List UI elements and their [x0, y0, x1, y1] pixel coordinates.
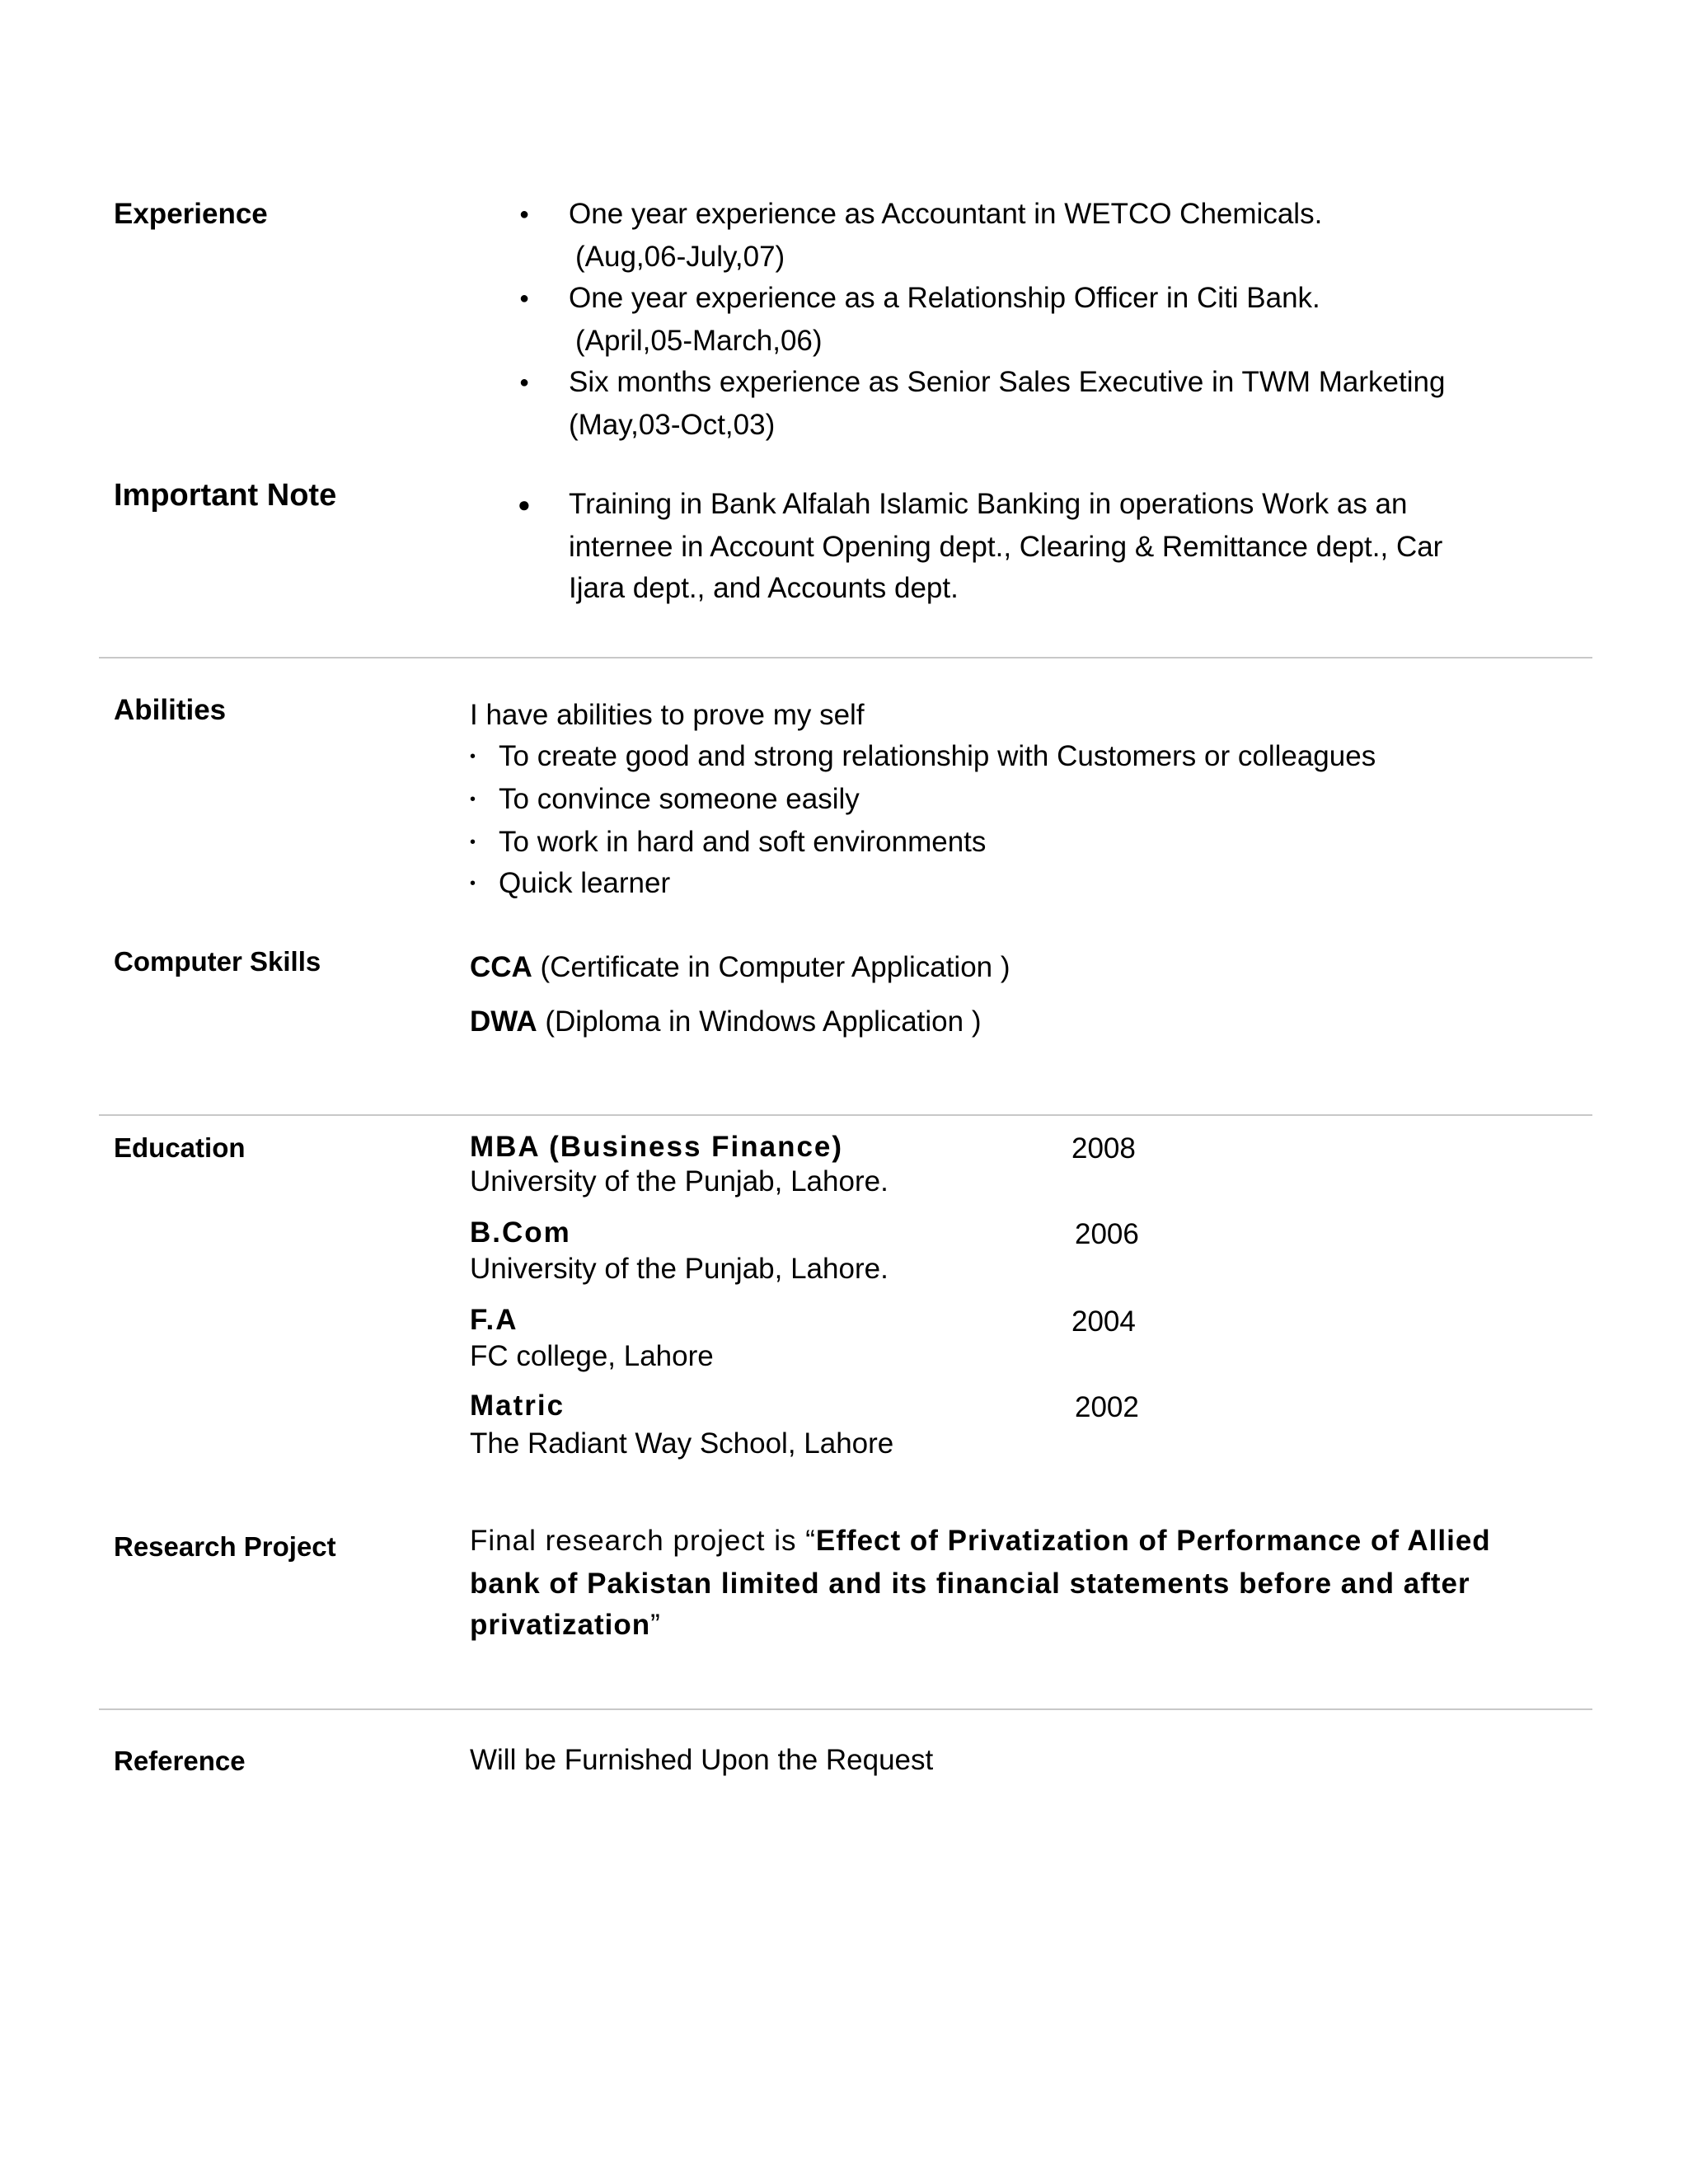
abilities-heading: Abilities [114, 694, 227, 726]
experience-item-1-dates: (Aug,06-July,07) [575, 241, 785, 273]
skill-abbr: CCA [470, 951, 532, 983]
bullet-icon: • [470, 748, 476, 766]
bullet-icon: • [470, 874, 476, 893]
research-project-title-2: bank of Pakistan limited and its financial statements before and after [470, 1568, 1470, 1600]
skill-abbr: DWA [470, 1005, 537, 1038]
bullet-icon: ● [519, 289, 530, 307]
divider [99, 1708, 1592, 1710]
abilities-item-1: To create good and strong relationship with Customers or colleagues [499, 740, 1376, 772]
education-year-2: 2006 [1075, 1218, 1139, 1250]
bullet-icon: • [470, 833, 476, 851]
important-note-line-3: Ijara dept., and Accounts dept. [569, 572, 959, 604]
education-degree-4: Matric [470, 1390, 565, 1422]
education-degree-2: B.Com [470, 1216, 571, 1249]
bullet-icon: ● [519, 373, 530, 391]
computer-skill-dwa [470, 1001, 981, 1043]
divider [99, 657, 1592, 658]
education-year-3: 2004 [1071, 1305, 1136, 1338]
divider [99, 1114, 1592, 1116]
abilities-intro: I have abilities to prove my self [470, 699, 865, 731]
research-project-title-1: Effect of Privatization of Performance of Allied [815, 1525, 1491, 1557]
bullet-icon: • [470, 790, 476, 808]
abilities-item-2: To convince someone easily [499, 783, 860, 815]
research-project-suffix: ” [650, 1609, 661, 1641]
important-note-line-2: internee in Account Opening dept., Clearing & Remittance dept., Car [569, 531, 1443, 563]
abilities-item-4: Quick learner [499, 867, 671, 899]
research-project-line-1 [470, 1520, 1491, 1563]
research-project-title-3: privatization [470, 1609, 651, 1641]
education-institution-2: University of the Punjab, Lahore. [470, 1253, 889, 1285]
skill-desc: (Certificate in Computer Application ) [532, 951, 1010, 983]
skill-desc: (Diploma in Windows Application ) [537, 1005, 982, 1038]
abilities-item-3: To work in hard and soft environments [499, 826, 987, 858]
education-year-1: 2008 [1071, 1132, 1136, 1165]
experience-item-2-dates: (April,05-March,06) [575, 325, 823, 357]
important-note-heading: Important Note [114, 478, 337, 513]
computer-skills-heading: Computer Skills [114, 946, 321, 977]
reference-text: Will be Furnished Upon the Request [470, 1744, 934, 1776]
education-degree-3: F.A [470, 1304, 518, 1336]
experience-item-3-dates: (May,03-Oct,03) [569, 409, 776, 441]
bullet-icon: ● [518, 492, 531, 517]
important-note-line-1: Training in Bank Alfalah Islamic Banking in operations Work as an [569, 488, 1408, 520]
education-institution-3: FC college, Lahore [470, 1340, 714, 1372]
bullet-icon: ● [519, 205, 530, 223]
reference-heading: Reference [114, 1746, 246, 1776]
education-heading: Education [114, 1132, 246, 1163]
education-institution-1: University of the Punjab, Lahore. [470, 1165, 889, 1197]
research-project-prefix: Final research project is “ [470, 1525, 816, 1557]
research-project-line-3 [470, 1604, 661, 1647]
education-year-4: 2002 [1075, 1391, 1139, 1423]
experience-heading: Experience [114, 198, 268, 230]
education-degree-1: MBA (Business Finance) [470, 1131, 844, 1163]
education-institution-4: The Radiant Way School, Lahore [470, 1427, 894, 1460]
experience-item-3-title: Six months experience as Senior Sales Executive in TWM Marketing [569, 366, 1446, 398]
research-project-heading: Research Project [114, 1531, 336, 1562]
computer-skill-cca [470, 946, 1010, 989]
experience-item-1-title: One year experience as Accountant in WETCO Chemicals. [569, 198, 1323, 230]
experience-item-2-title: One year experience as a Relationship Officer in Citi Bank. [569, 282, 1320, 314]
